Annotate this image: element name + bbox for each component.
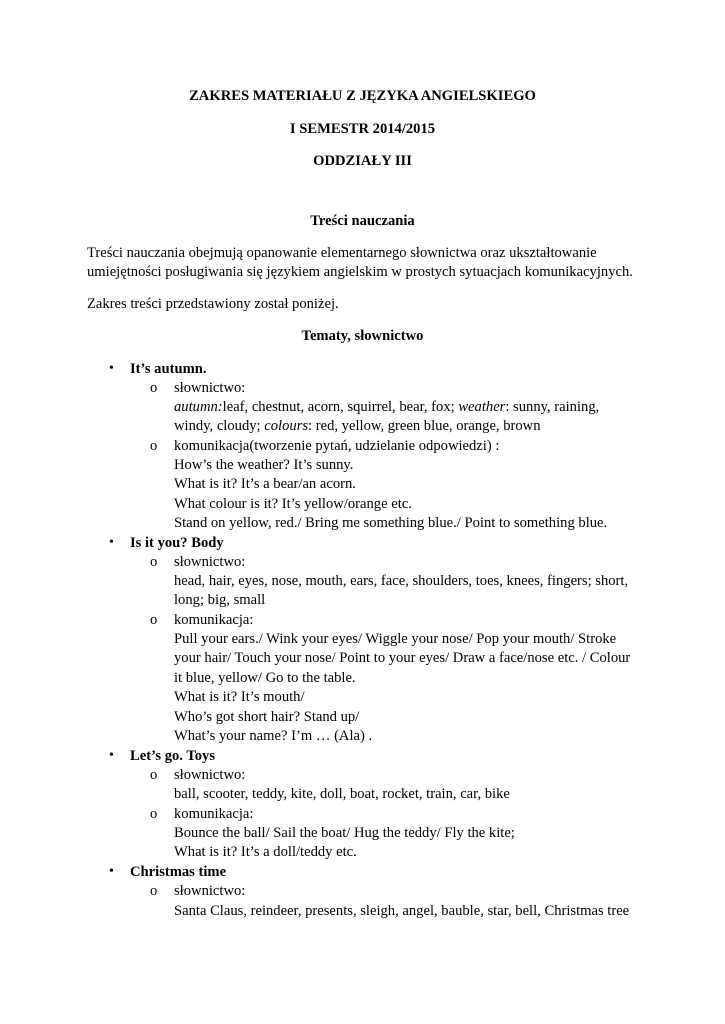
vocab-line: long; big, small (174, 592, 266, 609)
circle-bullet-icon: o (150, 806, 158, 822)
vocab-text: leaf, chestnut, acorn, squirrel, bear, fox; (222, 399, 459, 415)
vocab-text: windy, cloudy; (174, 418, 265, 435)
vocab-label: słownictwo: (174, 380, 246, 396)
circle-bullet-icon: o (150, 767, 158, 783)
phrase-line: What is it? It’s a bear/an acorn. (174, 476, 356, 493)
vocab-list (174, 902, 636, 921)
topic-title: Let’s go. Toys (130, 748, 216, 764)
phrase-line: What is it? It’s mouth/ (174, 689, 305, 706)
communication-label: komunikacja(tworzenie pytań, udzielanie odpowiedzi) : (174, 438, 500, 454)
vocab-list (174, 398, 636, 437)
vocab-text: : red, yellow, green blue, orange, brown (308, 418, 541, 435)
circle-bullet-icon: o (150, 380, 158, 396)
intro-paragraph (87, 244, 647, 283)
vocab-label: słownictwo: (174, 883, 246, 899)
vocab-text: : sunny, raining, (505, 399, 600, 415)
scope-paragraph: Zakres treści przedstawiony został poniżej. (87, 296, 339, 312)
category-label: weather (458, 399, 506, 415)
intro-line: umiejętności posługiwania się językiem angielskim w prostych sytuacjach komunikacyjnych. (87, 264, 633, 281)
phrase-line: it blue, yellow/ Go to the table. (174, 669, 356, 686)
phrase-line: Stand on yellow, red./ Bring me something blue./ Point to something blue. (174, 515, 608, 532)
communication-list (174, 824, 636, 863)
content-heading: Treści nauczania (310, 213, 415, 229)
vocab-label: słownictwo: (174, 554, 246, 570)
vocab-line: head, hair, eyes, nose, mouth, ears, face, shoulders, toes, knees, fingers; short, (174, 573, 629, 589)
phrase-line: What colour is it? It’s yellow/orange etc. (174, 495, 412, 512)
communication-label: komunikacja: (174, 806, 254, 822)
semester-heading: I SEMESTR 2014/2015 (289, 121, 436, 137)
phrase-line: your hair/ Touch your nose/ Point to your eyes/ Draw a face/nose etc. / Colour (174, 650, 631, 667)
group-heading: ODDZIAŁY III (313, 153, 412, 169)
bullet-icon: • (109, 361, 114, 376)
communication-label: komunikacja: (174, 612, 254, 628)
vocab-line: Santa Claus, reindeer, presents, sleigh, angel, bauble, star, bell, Christmas tree (174, 903, 630, 919)
circle-bullet-icon: o (150, 612, 158, 628)
document-title: ZAKRES MATERIAŁU Z JĘZYKA ANGIELSKIEGO (189, 88, 536, 104)
bullet-icon: • (109, 748, 114, 763)
phrase-line: Pull your ears./ Wink your eyes/ Wiggle your nose/ Pop your mouth/ Stroke (174, 631, 617, 647)
category-label: colours (264, 418, 309, 435)
phrase-line: What is it? It’s a doll/teddy etc. (174, 844, 357, 861)
vocab-list (174, 785, 636, 804)
topic-title: It’s autumn. (130, 361, 207, 377)
vocab-line (174, 398, 636, 417)
communication-list (174, 456, 636, 534)
phrase-line: Bounce the ball/ Sail the boat/ Hug the teddy/ Fly the kite; (174, 825, 515, 841)
topic-title: Christmas time (130, 864, 227, 880)
phrase-line: How’s the weather? It’s sunny. (174, 457, 354, 473)
circle-bullet-icon: o (150, 554, 158, 570)
bullet-icon: • (109, 535, 114, 550)
communication-list (174, 630, 636, 746)
circle-bullet-icon: o (150, 438, 158, 454)
vocab-label: słownictwo: (174, 767, 246, 783)
phrase-line: What’s your name? I’m … (Ala) . (174, 728, 373, 745)
phrase-line: Who’s got short hair? Stand up/ (174, 708, 360, 725)
circle-bullet-icon: o (150, 883, 158, 899)
vocab-line (174, 417, 636, 436)
bullet-icon: • (109, 864, 114, 879)
topics-heading: Tematy, słownictwo (301, 328, 424, 344)
category-label: autumn: (174, 399, 223, 415)
topic-title: Is it you? Body (130, 535, 224, 551)
intro-line: Treści nauczania obejmują opanowanie elementarnego słownictwa oraz ukształtowanie (87, 245, 597, 261)
vocab-list (174, 572, 636, 611)
vocab-line: ball, scooter, teddy, kite, doll, boat, rocket, train, car, bike (174, 786, 510, 802)
